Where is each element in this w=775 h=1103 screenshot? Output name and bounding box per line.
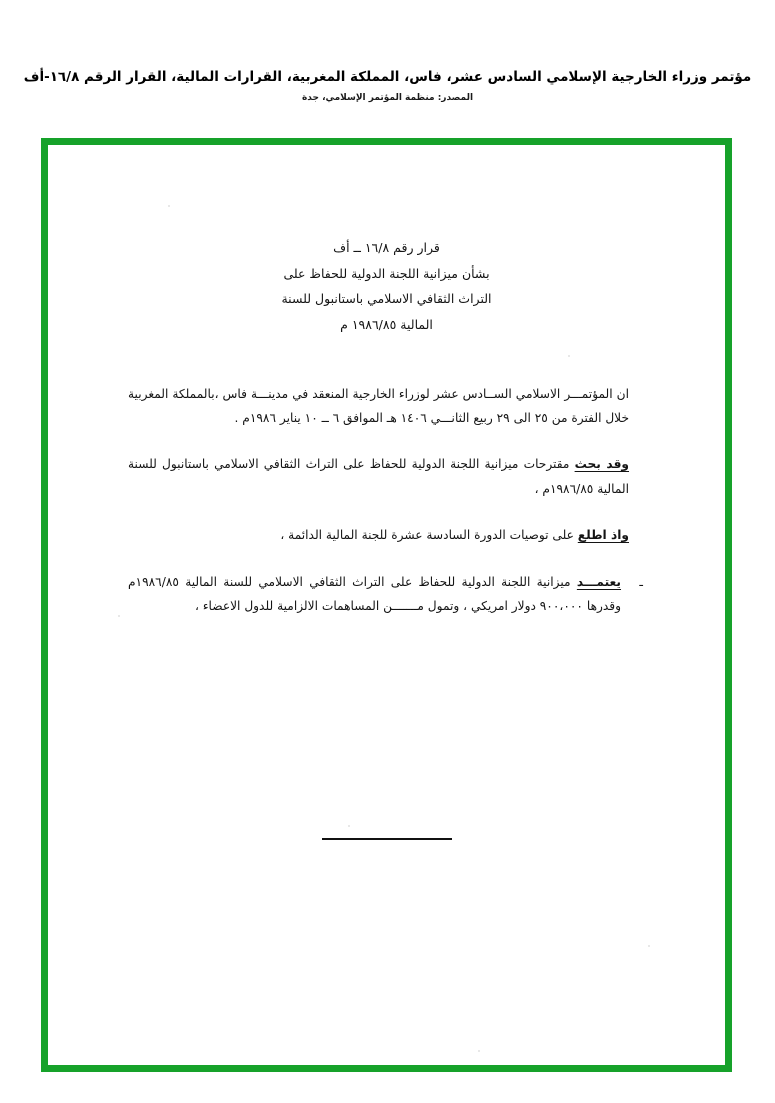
document-header	[0, 68, 775, 103]
scan-speckle	[478, 1050, 480, 1052]
list-dash-marker: ـ	[639, 574, 643, 589]
heading-line-3: التراث الثقافي الاسلامي باستانبول للسنة	[281, 291, 492, 307]
closing-rule	[48, 825, 725, 844]
heading-line-4: المالية ١٩٨٦/٨٥ م	[340, 316, 433, 332]
paragraph-text: مقترحات ميزانية اللجنة الدولية للحفاظ على التراث الثقافي الاسلامي باستانبول للسنة المالية ١٩٨٦/٨٥م ،	[128, 457, 629, 496]
paragraph-preamble	[128, 382, 629, 431]
document-title: مؤتمر وزراء الخارجية الإسلامي السادس عشر، فاس، المملكة المغربية، القرارات المالية، القرار الرقم ١٦/٨-أف	[23, 69, 752, 85]
heading-line-1: قرار رقم ١٦/٨ ــ أف	[333, 240, 440, 255]
paragraph-text: ميزانية اللجنة الدولية للحفاظ على التراث الثقافي الاسلامي للسنة المالية ١٩٨٦/٨٥م وقدرها ٩٠٠،٠٠٠ دولار امريكي ، وتمول مـــــــن المساهمات الالزامية للدول الاعضاء ،	[128, 574, 621, 613]
scanned-page-frame	[41, 138, 732, 1072]
paragraph-lead: وقد بحث	[574, 457, 630, 472]
scanned-page	[48, 145, 725, 1065]
paragraph-text: ان المؤتمـــر الاسلامي الســادس عشر لوزراء الخارجية المنعقد في مدينـــة فاس ،بالمملكة المغربية خلال الفترة من ٢٥ الى ٢٩ ربيع الثانـــي ١٤٠٦ هـ الموافق ٦ ــ ١٠ يناير ١٩٨٦م .	[128, 386, 629, 425]
paragraph-having-examined	[128, 452, 629, 501]
paragraph-having-noted	[128, 523, 629, 547]
paragraph-lead: يعتمـــد	[576, 574, 622, 589]
heading-line-2: بشأن ميزانية اللجنة الدولية للحفاظ على	[283, 265, 490, 281]
document-source: المصدر: منظمة المؤتمر الإسلامي، جدة	[301, 92, 474, 103]
page-body	[48, 235, 725, 640]
scan-speckle	[168, 205, 170, 207]
paragraph-operative-approves	[128, 570, 643, 619]
scan-speckle	[648, 945, 650, 947]
paragraph-lead: واذ اطلع	[577, 528, 629, 543]
resolution-heading	[48, 235, 725, 338]
paragraph-text: على توصيات الدورة السادسة عشرة للجنة المالية الدائمة ،	[280, 528, 574, 543]
